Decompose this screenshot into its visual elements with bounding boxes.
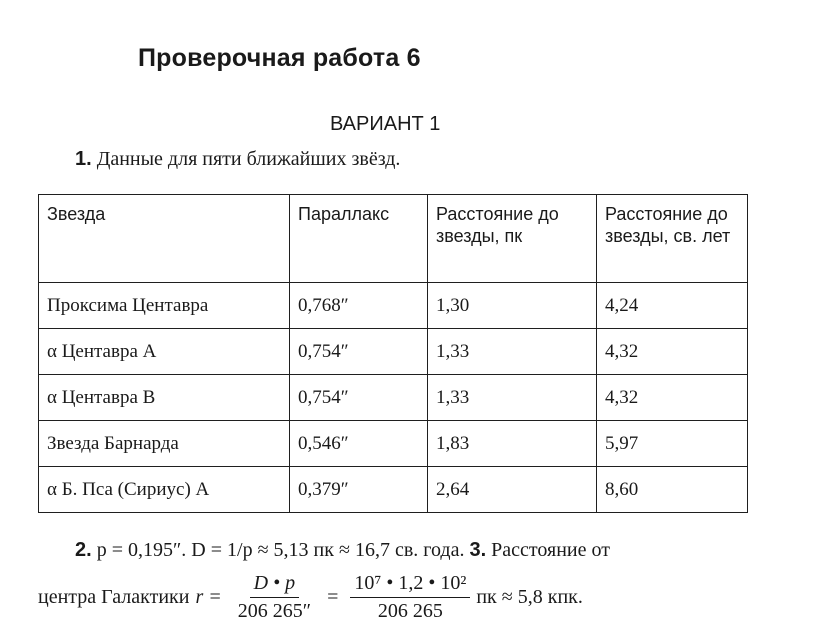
task-2-line bbox=[75, 539, 610, 562]
table-header-row bbox=[39, 195, 748, 283]
star-name-cell: α Центавра В bbox=[39, 375, 290, 421]
task-3-variable: r = bbox=[195, 585, 222, 608]
distance-ly-cell: 4,32 bbox=[597, 375, 748, 421]
distance-pc-cell: 1,83 bbox=[428, 421, 597, 467]
star-name-cell: Звезда Барнарда bbox=[39, 421, 290, 467]
column-header: Параллакс bbox=[290, 195, 428, 283]
distance-ly-cell: 4,32 bbox=[597, 329, 748, 375]
star-name-cell: Проксима Центавра bbox=[39, 283, 290, 329]
parallax-cell: 0,546″ bbox=[290, 421, 428, 467]
task-2-text: p = 0,195″. D = 1/p ≈ 5,13 пк ≈ 16,7 св. года. bbox=[96, 539, 465, 561]
star-name-cell: α Центавра А bbox=[39, 329, 290, 375]
page-title: Проверочная работа 6 bbox=[138, 44, 421, 72]
table-row bbox=[39, 467, 748, 513]
column-header: Звезда bbox=[39, 195, 290, 283]
column-header: Расстояние до звезды, св. лет bbox=[597, 195, 748, 283]
task-1-number: 1. bbox=[75, 148, 92, 170]
task-2-number: 2. bbox=[75, 539, 92, 561]
table-row bbox=[39, 283, 748, 329]
fraction-1-numerator: D • p bbox=[250, 572, 299, 598]
table-row bbox=[39, 421, 748, 467]
fraction-1-denominator: 206 265″ bbox=[237, 599, 312, 622]
column-header: Расстояние до звезды, пк bbox=[428, 195, 597, 283]
distance-pc-cell: 1,33 bbox=[428, 329, 597, 375]
distance-pc-cell: 2,64 bbox=[428, 467, 597, 513]
table-row bbox=[39, 375, 748, 421]
fraction-1 bbox=[234, 572, 315, 623]
distance-ly-cell: 5,97 bbox=[597, 421, 748, 467]
distance-ly-cell: 4,24 bbox=[597, 283, 748, 329]
task-3-number: 3. bbox=[469, 539, 487, 561]
fraction-2-denominator: 206 265 bbox=[377, 599, 443, 622]
fraction-2-numerator: 10⁷ • 1,2 • 10² bbox=[350, 572, 470, 598]
task-3-result: пк ≈ 5,8 кпк. bbox=[476, 585, 583, 608]
task-3-lead: центра Галактики bbox=[38, 585, 190, 608]
variant-heading: ВАРИАНТ 1 bbox=[330, 113, 441, 135]
task-1-text: Данные для пяти ближайших звёзд. bbox=[96, 148, 401, 170]
star-name-cell: α Б. Пса (Сириус) А bbox=[39, 467, 290, 513]
stars-table bbox=[38, 194, 748, 513]
parallax-cell: 0,754″ bbox=[290, 329, 428, 375]
task-3-formula bbox=[38, 567, 583, 627]
distance-pc-cell: 1,33 bbox=[428, 375, 597, 421]
distance-ly-cell: 8,60 bbox=[597, 467, 748, 513]
equals-sign: = bbox=[327, 585, 339, 608]
parallax-cell: 0,768″ bbox=[290, 283, 428, 329]
fraction-2 bbox=[350, 572, 470, 623]
distance-pc-cell: 1,30 bbox=[428, 283, 597, 329]
parallax-cell: 0,379″ bbox=[290, 467, 428, 513]
task-1 bbox=[75, 148, 400, 171]
task-3-intro: Расстояние от bbox=[491, 539, 610, 561]
table-row bbox=[39, 329, 748, 375]
parallax-cell: 0,754″ bbox=[290, 375, 428, 421]
